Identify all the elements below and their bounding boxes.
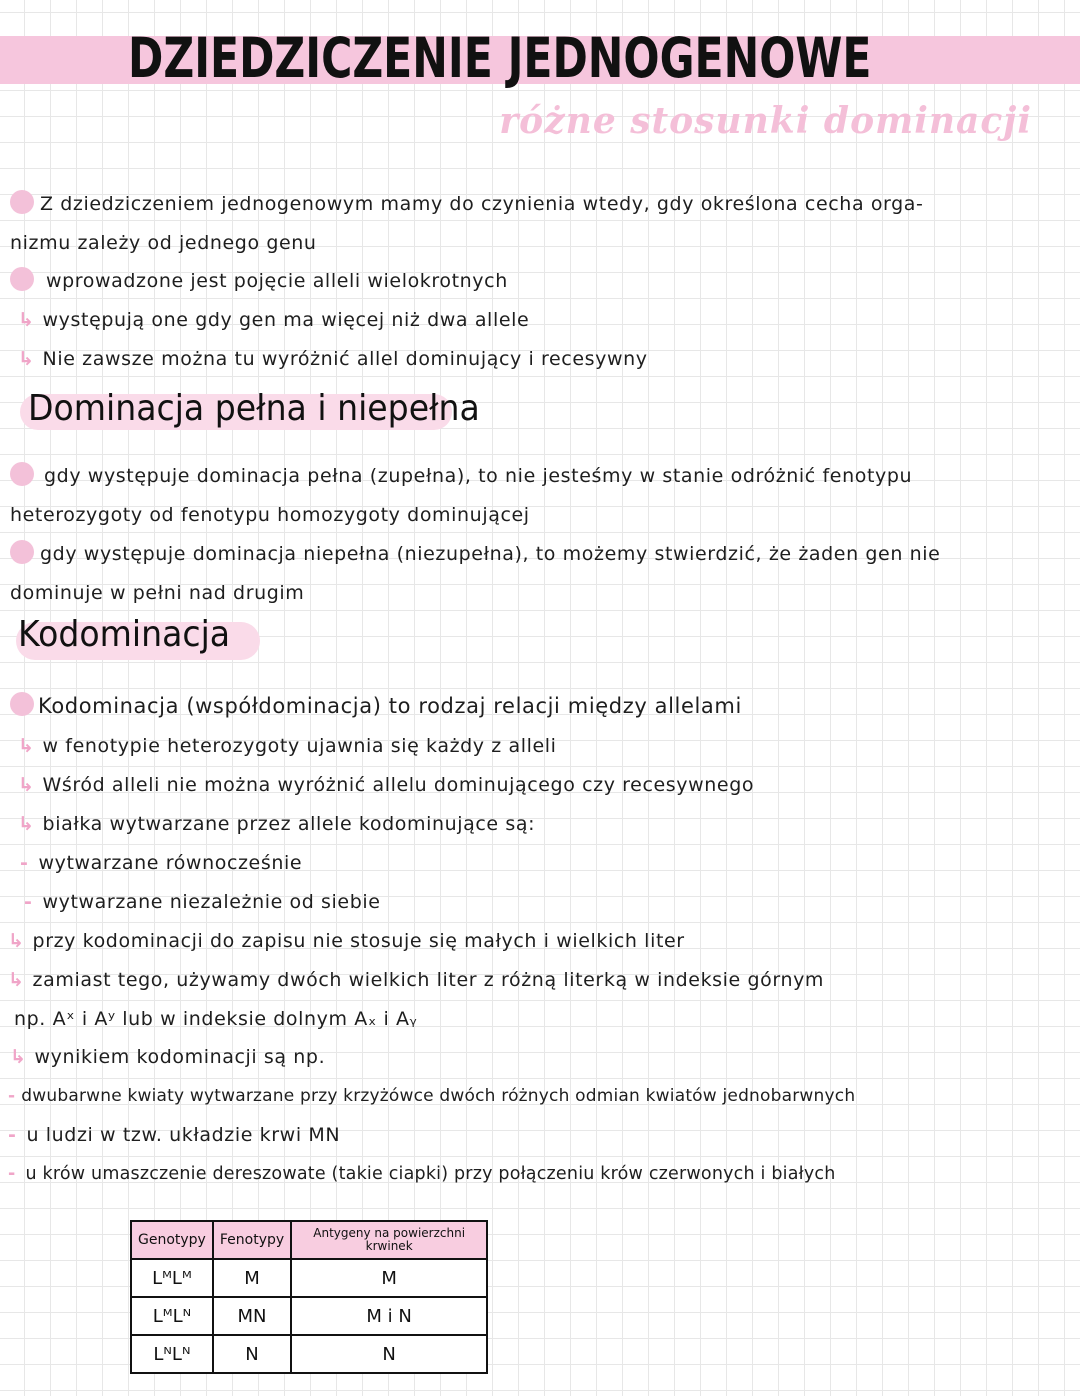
- bullet-dot: [10, 267, 34, 291]
- header-fenotypy: Fenotypy: [213, 1221, 291, 1259]
- kodominacja-point-4: ↳ przy kodominacji do zapisu nie stosuje się małych i wielkich liter: [8, 930, 685, 952]
- bullet-dot: [10, 462, 34, 486]
- arrow-icon: ↳: [18, 813, 35, 835]
- antigen-cell: M i N: [291, 1297, 487, 1335]
- table-row: [131, 1335, 487, 1373]
- section-heading-dominacja: Dominacja pełna i niepełna: [28, 388, 480, 429]
- antigen-cell: N: [291, 1335, 487, 1373]
- dash-icon: -: [8, 1086, 16, 1106]
- kodominacja-point-2: ↳ Wśród alleli nie można wyróżnić allelu dominującego czy recesywnego: [18, 774, 755, 796]
- dominacja-niepelna-line-2: dominuje w pełni nad drugim: [10, 582, 305, 604]
- intro-line-1: Z dziedziczeniem jednogenowym mamy do czynienia wtedy, gdy określona cecha orga-: [40, 193, 924, 215]
- dominacja-niepelna-line-1: gdy występuje dominacja niepełna (niezupełna), to możemy stwierdzić, że żaden gen nie: [40, 543, 941, 565]
- kodominacja-dash-2: - wytwarzane niezależnie od siebie: [24, 891, 381, 913]
- intro-line-2: nizmu zależy od jednego genu: [10, 232, 317, 254]
- phenotype-cell: M: [213, 1259, 291, 1297]
- kodominacja-point-5: ↳ zamiast tego, używamy dwóch wielkich liter z różną literką w indeksie górnym: [8, 969, 825, 991]
- genotype-cell: LᴹLᴺ: [131, 1297, 213, 1335]
- page-title: DZIEDZICZENIE JEDNOGENOWE: [128, 26, 872, 90]
- dash-icon: -: [8, 1124, 17, 1146]
- arrow-icon: ↳: [10, 1046, 27, 1068]
- arrow-icon: ↳: [8, 930, 25, 952]
- kodominacja-point-1: ↳ w fenotypie heterozygoty ujawnia się każdy z alleli: [18, 735, 557, 757]
- arrow-icon: ↳: [18, 348, 35, 370]
- phenotype-cell: MN: [213, 1297, 291, 1335]
- bullet-dot: [10, 190, 34, 214]
- kodominacja-dash-1: - wytwarzane równocześnie: [20, 852, 303, 874]
- example-1: - dwubarwne kwiaty wytwarzane przy krzyżówce dwóch różnych odmian kwiatów jednobarwnych: [8, 1086, 856, 1106]
- kodominacja-point-6: ↳ wynikiem kodominacji są np.: [10, 1046, 326, 1068]
- header-genotypy: Genotypy: [131, 1221, 213, 1259]
- dominacja-pelna-line-2: heterozygoty od fenotypu homozygoty dominującej: [10, 504, 530, 526]
- intro-sub-2: ↳ Nie zawsze można tu wyróżnić allel dominujący i recesywny: [18, 348, 648, 370]
- phenotype-cell: N: [213, 1335, 291, 1373]
- example-2: - u ludzi w tzw. układzie krwi MN: [8, 1124, 341, 1146]
- intro-sub-1: ↳ występują one gdy gen ma więcej niż dwa allele: [18, 309, 530, 331]
- genotype-cell: LᴹLᴹ: [131, 1259, 213, 1297]
- kodominacja-point-3: ↳ białka wytwarzane przez allele kodominujące są:: [18, 813, 536, 835]
- arrow-icon: ↳: [18, 774, 35, 796]
- arrow-icon: ↳: [18, 735, 35, 757]
- kodominacja-point-5-cont: np. Aˣ i Aʸ lub w indeksie dolnym Aₓ i Aᵧ: [14, 1008, 418, 1030]
- dominacja-pelna-line-1: gdy występuje dominacja pełna (zupełna), to nie jesteśmy w stanie odróżnić fenotypu: [44, 465, 913, 487]
- table-row: [131, 1259, 487, 1297]
- antigen-cell: M: [291, 1259, 487, 1297]
- intro-point: wprowadzone jest pojęcie alleli wielokrotnych: [46, 270, 508, 292]
- page-subtitle: różne stosunki dominacji: [499, 100, 1032, 142]
- arrow-icon: ↳: [8, 969, 25, 991]
- bullet-dot: [10, 692, 34, 716]
- dash-icon: -: [8, 1164, 16, 1184]
- table-header-row: [131, 1221, 487, 1259]
- example-3: - u krów umaszczenie dereszowate (takie ciapki) przy połączeniu krów czerwonych i białych: [8, 1164, 836, 1184]
- bullet-dot: [10, 540, 34, 564]
- dash-icon: -: [20, 852, 29, 874]
- dash-icon: -: [24, 891, 33, 913]
- genotype-table: [130, 1220, 488, 1374]
- section-heading-kodominacja: Kodominacja: [18, 614, 231, 655]
- arrow-icon: ↳: [18, 309, 35, 331]
- kodominacja-definition: Kodominacja (współdominacja) to rodzaj relacji między allelami: [38, 694, 742, 718]
- header-antygeny: Antygeny na powierzchni krwinek: [291, 1221, 487, 1259]
- genotype-cell: LᴺLᴺ: [131, 1335, 213, 1373]
- table-row: [131, 1297, 487, 1335]
